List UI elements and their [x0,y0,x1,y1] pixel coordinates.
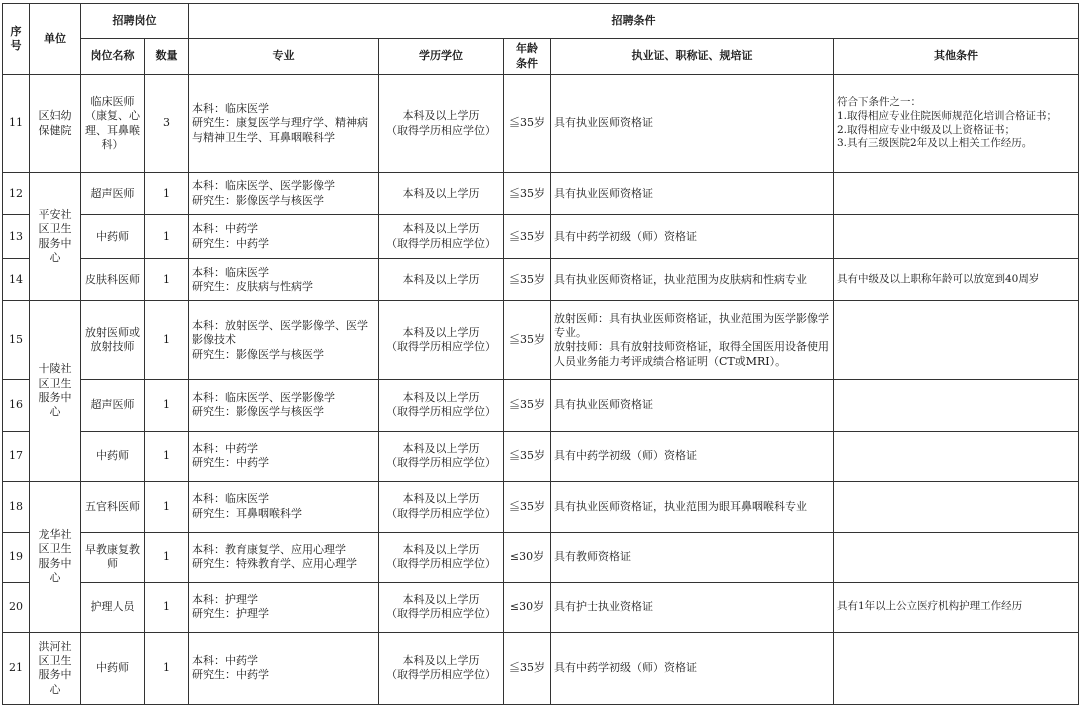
seq-cell: 12 [3,173,30,215]
other-cell [834,532,1079,582]
post-cell: 五官科医师 [81,481,145,532]
major-cell: 本科：教育康复学、应用心理学 研究生：特殊教育学、应用心理学 [189,532,379,582]
age-cell: ≦35岁 [504,259,551,301]
major-cell: 本科：中药学 研究生：中药学 [189,632,379,704]
major-cell: 本科：护理学 研究生：护理学 [189,582,379,632]
count-cell: 1 [145,173,189,215]
other-cell [834,481,1079,532]
post-cell: 皮肤科医师 [81,259,145,301]
table-row [3,532,1079,582]
unit-cell: 龙华社 区卫生 服务中 心 [30,481,81,632]
major-cell: 本科：临床医学 研究生：皮肤病与性病学 [189,259,379,301]
post-cell: 中药师 [81,632,145,704]
age-cell: ≦35岁 [504,380,551,431]
cert-cell: 具有执业医师资格证 [551,380,834,431]
education-cell: 本科及以上学历 （取得学历相应学位） [379,632,504,704]
major-cell: 本科：临床医学 研究生：康复医学与理疗学、精神病与精神卫生学、耳鼻咽喉科学 [189,75,379,173]
other-cell: 符合下条件之一： 1.取得相应专业住院医师规范化培训合格证书； 2.取得相应专业中级及以上资格证书； 3.具有三级医院2年及以上相关工作经历。 [834,75,1079,173]
major-cell: 本科：临床医学 研究生：耳鼻咽喉科学 [189,481,379,532]
other-cell [834,301,1079,380]
age-cell: ≦35岁 [504,632,551,704]
count-cell: 1 [145,481,189,532]
table-row [3,380,1079,431]
cert-cell: 具有执业医师资格证 [551,173,834,215]
count-cell: 1 [145,632,189,704]
post-cell: 超声医师 [81,380,145,431]
header-major: 专业 [189,39,379,75]
seq-cell: 14 [3,259,30,301]
seq-cell: 16 [3,380,30,431]
major-cell: 本科：中药学 研究生：中药学 [189,215,379,259]
cert-cell: 具有中药学初级（师）资格证 [551,431,834,481]
header-age: 年龄 条件 [504,39,551,75]
unit-cell: 洪河社 区卫生 服务中 心 [30,632,81,704]
header-education: 学历学位 [379,39,504,75]
education-cell: 本科及以上学历 （取得学历相应学位） [379,75,504,173]
header-unit: 单位 [30,4,81,75]
count-cell: 1 [145,259,189,301]
header-other: 其他条件 [834,39,1079,75]
post-cell: 中药师 [81,431,145,481]
post-cell: 临床医师 （康复、心 理、耳鼻喉 科） [81,75,145,173]
education-cell: 本科及以上学历 （取得学历相应学位） [379,532,504,582]
major-cell: 本科：临床医学、医学影像学 研究生：影像医学与核医学 [189,380,379,431]
other-cell [834,215,1079,259]
seq-cell: 19 [3,532,30,582]
seq-cell: 15 [3,301,30,380]
seq-cell: 18 [3,481,30,532]
unit-cell: 区妇幼 保健院 [30,75,81,173]
cert-cell: 具有执业医师资格证，执业范围为皮肤病和性病专业 [551,259,834,301]
age-cell: ≦35岁 [504,75,551,173]
cert-cell: 具有教师资格证 [551,532,834,582]
education-cell: 本科及以上学历 （取得学历相应学位） [379,582,504,632]
header-conditions-group: 招聘条件 [189,4,1079,39]
table-row [3,75,1079,173]
table-row [3,431,1079,481]
count-cell: 1 [145,582,189,632]
count-cell: 1 [145,215,189,259]
unit-cell: 十陵社 区卫生 服务中 心 [30,301,81,481]
other-cell [834,431,1079,481]
header-cert: 执业证、职称证、规培证 [551,39,834,75]
age-cell: ≦35岁 [504,215,551,259]
other-cell [834,173,1079,215]
table-row [3,301,1079,380]
age-cell: ≦35岁 [504,173,551,215]
cert-cell: 具有执业医师资格证，执业范围为眼耳鼻咽喉科专业 [551,481,834,532]
recruitment-table [2,3,1079,705]
post-cell: 护理人员 [81,582,145,632]
major-cell: 本科：中药学 研究生：中药学 [189,431,379,481]
seq-cell: 21 [3,632,30,704]
count-cell: 1 [145,431,189,481]
table-row [3,173,1079,215]
cert-cell: 具有执业医师资格证 [551,75,834,173]
cert-cell: 具有护士执业资格证 [551,582,834,632]
table-row [3,215,1079,259]
education-cell: 本科及以上学历 （取得学历相应学位） [379,215,504,259]
education-cell: 本科及以上学历 （取得学历相应学位） [379,431,504,481]
header-post-group: 招聘岗位 [81,4,189,39]
table-row [3,481,1079,532]
other-cell: 具有中级及以上职称年龄可以放宽到40周岁 [834,259,1079,301]
unit-cell: 平安社 区卫生 服务中 心 [30,173,81,301]
education-cell: 本科及以上学历 [379,259,504,301]
header-count: 数量 [145,39,189,75]
cert-cell: 放射医师：具有执业医师资格证，执业范围为医学影像学专业。 放射技师：具有放射技师资格证，取得全国医用设备使用人员业务能力考评成绩合格证明（CT或MRI）。 [551,301,834,380]
other-cell [834,632,1079,704]
post-cell: 超声医师 [81,173,145,215]
count-cell: 1 [145,301,189,380]
major-cell: 本科：临床医学、医学影像学 研究生：影像医学与核医学 [189,173,379,215]
post-cell: 放射医师或 放射技师 [81,301,145,380]
table-row [3,582,1079,632]
age-cell: ≤30岁 [504,532,551,582]
education-cell: 本科及以上学历 （取得学历相应学位） [379,481,504,532]
seq-cell: 20 [3,582,30,632]
seq-cell: 11 [3,75,30,173]
other-cell: 具有1年以上公立医疗机构护理工作经历 [834,582,1079,632]
age-cell: ≦35岁 [504,431,551,481]
education-cell: 本科及以上学历 （取得学历相应学位） [379,380,504,431]
count-cell: 1 [145,380,189,431]
cert-cell: 具有中药学初级（师）资格证 [551,215,834,259]
table-row [3,632,1079,704]
education-cell: 本科及以上学历 [379,173,504,215]
header-seq: 序号 [3,4,30,75]
other-cell [834,380,1079,431]
age-cell: ≤30岁 [504,582,551,632]
major-cell: 本科：放射医学、医学影像学、医学影像技术 研究生：影像医学与核医学 [189,301,379,380]
count-cell: 1 [145,532,189,582]
education-cell: 本科及以上学历 （取得学历相应学位） [379,301,504,380]
seq-cell: 17 [3,431,30,481]
count-cell: 3 [145,75,189,173]
seq-cell: 13 [3,215,30,259]
post-cell: 早教康复教 师 [81,532,145,582]
age-cell: ≦35岁 [504,481,551,532]
cert-cell: 具有中药学初级（师）资格证 [551,632,834,704]
post-cell: 中药师 [81,215,145,259]
table-row [3,259,1079,301]
age-cell: ≦35岁 [504,301,551,380]
header-post-name: 岗位名称 [81,39,145,75]
